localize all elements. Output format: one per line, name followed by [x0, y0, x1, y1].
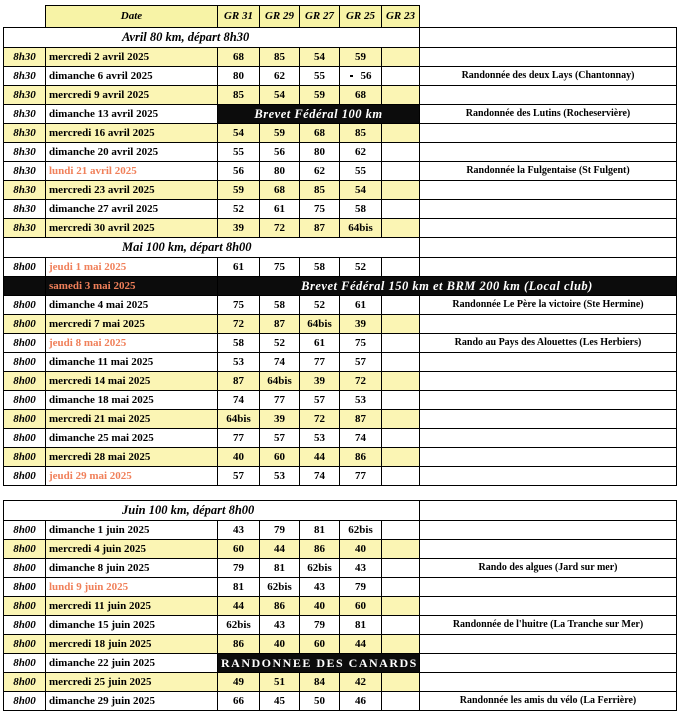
ride-date: lundi 21 avril 2025 — [46, 162, 218, 181]
gr-route-number: 62bis — [300, 559, 340, 578]
ride-note — [420, 353, 677, 372]
departure-time: 8h00 — [4, 692, 46, 711]
ride-note — [420, 48, 677, 67]
event-banner: RANDONNEE DES CANARDS — [218, 654, 420, 673]
ride-note — [420, 258, 677, 277]
gr-route-number: 44 — [340, 635, 382, 654]
gr-route-number: 77 — [260, 391, 300, 410]
ride-note — [420, 124, 677, 143]
ride-note — [420, 635, 677, 654]
gr-route-number: 42 — [340, 673, 382, 692]
ride-date: dimanche 4 mai 2025 — [46, 296, 218, 315]
month-header-row — [4, 501, 677, 521]
gr-23-cell — [382, 67, 420, 86]
ride-date: jeudi 29 mai 2025 — [46, 467, 218, 486]
gr-route-number: 79 — [300, 616, 340, 635]
gr-route-number: 77 — [300, 353, 340, 372]
schedule-row — [4, 67, 677, 86]
gr-route-number: 40 — [340, 540, 382, 559]
gr-23-cell — [382, 448, 420, 467]
gr-route-number: 43 — [340, 559, 382, 578]
schedule-row — [4, 467, 677, 486]
ride-date: dimanche 15 juin 2025 — [46, 616, 218, 635]
gr-23-cell — [382, 429, 420, 448]
ride-note: Randonnée les amis du vélo (La Ferrière) — [420, 692, 677, 711]
event-banner: Brevet Fédéral 100 km — [218, 105, 420, 124]
header-note-blank — [420, 6, 677, 28]
gr-route-number: 85 — [260, 48, 300, 67]
ride-date: jeudi 8 mai 2025 — [46, 334, 218, 353]
gr-route-number: 60 — [300, 635, 340, 654]
gr-route-number: 66 — [218, 692, 260, 711]
ride-note — [420, 181, 677, 200]
gr-route-number: 61 — [300, 334, 340, 353]
schedule-row — [4, 540, 677, 559]
gr-route-number: 72 — [300, 410, 340, 429]
gr-route-number: 39 — [340, 315, 382, 334]
gr-route-number: 56 — [260, 143, 300, 162]
departure-time: 8h00 — [4, 372, 46, 391]
gr-route-number: 72 — [340, 372, 382, 391]
gr-route-number: 74 — [300, 467, 340, 486]
ride-note — [420, 540, 677, 559]
event-banner: Brevet Fédéral 150 km et BRM 200 km (Local club) — [218, 277, 677, 296]
gr-23-cell — [382, 578, 420, 597]
gr-23-cell — [382, 162, 420, 181]
gr-route-number: 54 — [340, 181, 382, 200]
gr-route-number: 62 — [300, 162, 340, 181]
month-header-row — [4, 238, 677, 258]
ride-date: mercredi 9 avril 2025 — [46, 86, 218, 105]
gr-route-number: 50 — [300, 692, 340, 711]
gr-route-number: 58 — [260, 296, 300, 315]
ride-date: mercredi 14 mai 2025 — [46, 372, 218, 391]
gr-route-number: 80 — [260, 162, 300, 181]
ride-date: dimanche 18 mai 2025 — [46, 391, 218, 410]
gr-value: 56 — [360, 70, 372, 82]
gr-route-number: 39 — [260, 410, 300, 429]
schedule-row — [4, 277, 677, 296]
schedule-row — [4, 410, 677, 429]
gr-route-number: 81 — [300, 521, 340, 540]
gr-route-number: 87 — [260, 315, 300, 334]
gr-route-number: 52 — [340, 258, 382, 277]
gr-route-number: 58 — [300, 258, 340, 277]
gr-route-number: 85 — [218, 86, 260, 105]
schedule-row — [4, 692, 677, 711]
ride-note — [420, 673, 677, 692]
gr-route-number: 53 — [260, 467, 300, 486]
schedule-row — [4, 258, 677, 277]
gr-route-number: 55 — [218, 143, 260, 162]
departure-time: 8h00 — [4, 540, 46, 559]
departure-time: 8h30 — [4, 124, 46, 143]
gr-23-cell — [382, 200, 420, 219]
ride-note — [420, 219, 677, 238]
ride-note — [420, 410, 677, 429]
gr-route-number: 54 — [300, 48, 340, 67]
gr-route-number: 80 — [300, 143, 340, 162]
gr-23-cell — [382, 334, 420, 353]
gr-route-number — [340, 67, 382, 86]
gr-route-number: 87 — [300, 219, 340, 238]
gr-route-number: 44 — [300, 448, 340, 467]
departure-time: 8h30 — [4, 181, 46, 200]
gr-route-number: 77 — [340, 467, 382, 486]
departure-time: 8h30 — [4, 162, 46, 181]
gr-route-number: 39 — [300, 372, 340, 391]
gr-route-number: 43 — [218, 521, 260, 540]
ride-note: Randonnée des deux Lays (Chantonnay) — [420, 67, 677, 86]
gr-route-number: 44 — [218, 597, 260, 616]
departure-time: 8h00 — [4, 448, 46, 467]
header-blank — [4, 6, 46, 28]
schedule-row — [4, 315, 677, 334]
gr-23-cell — [382, 559, 420, 578]
schedule-row — [4, 296, 677, 315]
departure-time: 8h00 — [4, 315, 46, 334]
ride-note — [420, 391, 677, 410]
departure-time: 8h00 — [4, 353, 46, 372]
header-gr: GR 25 — [340, 6, 382, 28]
gr-23-cell — [382, 635, 420, 654]
header-gr: GR 27 — [300, 6, 340, 28]
gr-23-cell — [382, 219, 420, 238]
ride-note — [420, 597, 677, 616]
schedule-row — [4, 578, 677, 597]
ride-date: dimanche 20 avril 2025 — [46, 143, 218, 162]
ride-date: dimanche 22 juin 2025 — [46, 654, 218, 673]
ride-date: dimanche 8 juin 2025 — [46, 559, 218, 578]
gr-route-number: 61 — [260, 200, 300, 219]
gr-route-number: 79 — [218, 559, 260, 578]
gr-route-number: 53 — [300, 429, 340, 448]
gr-route-number: 68 — [340, 86, 382, 105]
gr-route-number: 58 — [218, 334, 260, 353]
gr-route-number: 64bis — [340, 219, 382, 238]
schedule-row — [4, 372, 677, 391]
ride-date: mercredi 28 mai 2025 — [46, 448, 218, 467]
gr-23-cell — [382, 391, 420, 410]
dot-mark — [350, 75, 353, 77]
ride-note — [420, 143, 677, 162]
month-note-blank — [420, 28, 677, 48]
gr-route-number: 53 — [340, 391, 382, 410]
gr-route-number: 85 — [300, 181, 340, 200]
departure-time: 8h00 — [4, 467, 46, 486]
departure-time: 8h00 — [4, 654, 46, 673]
gr-route-number: 62bis — [260, 578, 300, 597]
departure-time: 8h00 — [4, 391, 46, 410]
schedule-row — [4, 181, 677, 200]
ride-note — [420, 578, 677, 597]
schedule-row — [4, 391, 677, 410]
departure-time: 8h30 — [4, 86, 46, 105]
gr-23-cell — [382, 616, 420, 635]
gr-23-cell — [382, 258, 420, 277]
schedule-row — [4, 200, 677, 219]
month-note-blank — [420, 238, 677, 258]
ride-note: Rando des algues (Jard sur mer) — [420, 559, 677, 578]
ride-date: dimanche 13 avril 2025 — [46, 105, 218, 124]
gr-route-number: 72 — [218, 315, 260, 334]
gr-23-cell — [382, 86, 420, 105]
gr-route-number: 57 — [218, 467, 260, 486]
ride-note — [420, 521, 677, 540]
gr-route-number: 86 — [340, 448, 382, 467]
ride-date: mercredi 2 avril 2025 — [46, 48, 218, 67]
schedule-row — [4, 162, 677, 181]
gr-route-number: 75 — [218, 296, 260, 315]
gr-23-cell — [382, 315, 420, 334]
schedule-row — [4, 654, 677, 673]
ride-date: mercredi 30 avril 2025 — [46, 219, 218, 238]
gr-route-number: 59 — [218, 181, 260, 200]
gr-23-cell — [382, 410, 420, 429]
ride-date: mercredi 4 juin 2025 — [46, 540, 218, 559]
month-title: Juin 100 km, départ 8h00 — [4, 501, 420, 521]
gr-route-number: 68 — [260, 181, 300, 200]
schedule-row — [4, 559, 677, 578]
gr-route-number: 52 — [218, 200, 260, 219]
gr-route-number: 87 — [340, 410, 382, 429]
gr-23-cell — [382, 48, 420, 67]
departure-time: 8h00 — [4, 296, 46, 315]
departure-time: 8h00 — [4, 559, 46, 578]
ride-note — [420, 467, 677, 486]
schedule-table — [3, 5, 677, 711]
gr-route-number: 51 — [260, 673, 300, 692]
ride-note — [420, 372, 677, 391]
gr-route-number: 72 — [260, 219, 300, 238]
gr-route-number: 58 — [340, 200, 382, 219]
month-note-blank — [420, 501, 677, 521]
gr-route-number: 61 — [340, 296, 382, 315]
gr-23-cell — [382, 181, 420, 200]
gr-route-number: 44 — [260, 540, 300, 559]
gr-23-cell — [382, 372, 420, 391]
gr-route-number: 57 — [340, 353, 382, 372]
gr-route-number: 61 — [218, 258, 260, 277]
ride-note: Rando au Pays des Alouettes (Les Herbiers) — [420, 334, 677, 353]
gr-route-number: 64bis — [300, 315, 340, 334]
gr-route-number: 40 — [260, 635, 300, 654]
gr-route-number: 80 — [218, 67, 260, 86]
departure-time: 8h00 — [4, 578, 46, 597]
gr-route-number: 64bis — [218, 410, 260, 429]
departure-time: 8h30 — [4, 143, 46, 162]
gr-route-number: 75 — [300, 200, 340, 219]
gr-route-number: 56 — [218, 162, 260, 181]
gr-route-number: 64bis — [260, 372, 300, 391]
gr-route-number: 54 — [260, 86, 300, 105]
header-row — [4, 6, 677, 28]
schedule-row — [4, 334, 677, 353]
schedule-row — [4, 86, 677, 105]
ride-note: Randonnée Le Père la victoire (Ste Hermine) — [420, 296, 677, 315]
ride-date: mercredi 18 juin 2025 — [46, 635, 218, 654]
ride-note — [420, 315, 677, 334]
header-gr: GR 31 — [218, 6, 260, 28]
ride-note — [420, 429, 677, 448]
gr-route-number: 79 — [340, 578, 382, 597]
gr-route-number: 75 — [340, 334, 382, 353]
gr-route-number: 46 — [340, 692, 382, 711]
departure-time: 8h30 — [4, 48, 46, 67]
gr-route-number: 86 — [260, 597, 300, 616]
month-header-row — [4, 28, 677, 48]
gr-route-number: 62bis — [218, 616, 260, 635]
ride-date: dimanche 11 mai 2025 — [46, 353, 218, 372]
ride-note — [420, 200, 677, 219]
departure-time: 8h30 — [4, 219, 46, 238]
gr-route-number: 40 — [300, 597, 340, 616]
gr-route-number: 84 — [300, 673, 340, 692]
gr-route-number: 86 — [218, 635, 260, 654]
gr-route-number: 74 — [340, 429, 382, 448]
gr-route-number: 59 — [260, 124, 300, 143]
gr-route-number: 81 — [340, 616, 382, 635]
gr-route-number: 49 — [218, 673, 260, 692]
ride-date: dimanche 29 juin 2025 — [46, 692, 218, 711]
ride-date: mercredi 25 juin 2025 — [46, 673, 218, 692]
schedule-row — [4, 521, 677, 540]
gr-route-number: 53 — [218, 353, 260, 372]
gr-route-number: 52 — [260, 334, 300, 353]
ride-date: mercredi 16 avril 2025 — [46, 124, 218, 143]
ride-date: samedi 3 mai 2025 — [46, 277, 218, 296]
ride-date: dimanche 6 avril 2025 — [46, 67, 218, 86]
gr-route-number: 59 — [340, 48, 382, 67]
ride-note: Randonnée des Lutins (Rocheservière) — [420, 105, 677, 124]
gr-route-number: 79 — [260, 521, 300, 540]
gr-route-number: 85 — [340, 124, 382, 143]
ride-note — [420, 448, 677, 467]
ride-date: dimanche 1 juin 2025 — [46, 521, 218, 540]
schedule-row — [4, 448, 677, 467]
spacer-cell — [4, 486, 677, 501]
ride-note: Randonnée la Fulgentaise (St Fulgent) — [420, 162, 677, 181]
gr-route-number: 86 — [300, 540, 340, 559]
gr-route-number: 77 — [218, 429, 260, 448]
ride-date: mercredi 23 avril 2025 — [46, 181, 218, 200]
schedule-row — [4, 219, 677, 238]
gr-23-cell — [382, 540, 420, 559]
gr-route-number: 40 — [218, 448, 260, 467]
gr-route-number: 62 — [260, 67, 300, 86]
gr-route-number: 43 — [260, 616, 300, 635]
gr-route-number: 55 — [300, 67, 340, 86]
departure-time: 8h00 — [4, 334, 46, 353]
schedule-row — [4, 597, 677, 616]
schedule-row — [4, 429, 677, 448]
schedule-row — [4, 105, 677, 124]
gr-route-number: 62bis — [340, 521, 382, 540]
gr-23-cell — [382, 673, 420, 692]
departure-time: 8h00 — [4, 410, 46, 429]
departure-time: 8h30 — [4, 200, 46, 219]
departure-time: 8h00 — [4, 521, 46, 540]
month-title: Avril 80 km, départ 8h30 — [4, 28, 420, 48]
departure-time: 8h30 — [4, 67, 46, 86]
ride-date: jeudi 1 mai 2025 — [46, 258, 218, 277]
departure-time: 8h00 — [4, 258, 46, 277]
gr-23-cell — [382, 353, 420, 372]
gr-route-number: 52 — [300, 296, 340, 315]
gr-route-number: 57 — [260, 429, 300, 448]
gr-route-number: 45 — [260, 692, 300, 711]
gr-route-number: 68 — [300, 124, 340, 143]
ride-date: mercredi 21 mai 2025 — [46, 410, 218, 429]
ride-date: dimanche 25 mai 2025 — [46, 429, 218, 448]
departure-time: 8h30 — [4, 105, 46, 124]
gr-23-cell — [382, 521, 420, 540]
schedule-row — [4, 124, 677, 143]
ride-note — [420, 86, 677, 105]
gr-23-cell — [382, 143, 420, 162]
header-gr: GR 23 — [382, 6, 420, 28]
departure-time: 8h00 — [4, 597, 46, 616]
gr-route-number: 62 — [340, 143, 382, 162]
schedule-row — [4, 635, 677, 654]
schedule-row — [4, 616, 677, 635]
gr-23-cell — [382, 467, 420, 486]
schedule-row — [4, 143, 677, 162]
departure-time — [4, 277, 46, 296]
gr-route-number: 74 — [260, 353, 300, 372]
gr-route-number: 43 — [300, 578, 340, 597]
gr-route-number: 87 — [218, 372, 260, 391]
gr-23-cell — [382, 124, 420, 143]
schedule-row — [4, 353, 677, 372]
month-title: Mai 100 km, départ 8h00 — [4, 238, 420, 258]
departure-time: 8h00 — [4, 429, 46, 448]
ride-note: Randonnée de l'huitre (La Tranche sur Mer) — [420, 616, 677, 635]
gr-route-number: 60 — [340, 597, 382, 616]
gr-route-number: 54 — [218, 124, 260, 143]
gr-route-number: 81 — [260, 559, 300, 578]
ride-date: mercredi 11 juin 2025 — [46, 597, 218, 616]
ride-date: mercredi 7 mai 2025 — [46, 315, 218, 334]
schedule-row — [4, 48, 677, 67]
departure-time: 8h00 — [4, 673, 46, 692]
gr-route-number: 60 — [260, 448, 300, 467]
departure-time: 8h00 — [4, 616, 46, 635]
gr-23-cell — [382, 597, 420, 616]
ride-note — [420, 654, 677, 673]
header-gr: GR 29 — [260, 6, 300, 28]
gr-route-number: 59 — [300, 86, 340, 105]
schedule-sheet — [3, 5, 676, 711]
gr-route-number: 57 — [300, 391, 340, 410]
header-date: Date — [46, 6, 218, 28]
departure-time: 8h00 — [4, 635, 46, 654]
gr-route-number: 75 — [260, 258, 300, 277]
gr-route-number: 68 — [218, 48, 260, 67]
schedule-row — [4, 673, 677, 692]
gr-route-number: 39 — [218, 219, 260, 238]
gr-23-cell — [382, 296, 420, 315]
ride-date: dimanche 27 avril 2025 — [46, 200, 218, 219]
ride-date: lundi 9 juin 2025 — [46, 578, 218, 597]
gr-23-cell — [382, 692, 420, 711]
gr-route-number: 55 — [340, 162, 382, 181]
section-spacer — [4, 486, 677, 501]
gr-route-number: 60 — [218, 540, 260, 559]
gr-route-number: 81 — [218, 578, 260, 597]
gr-route-number: 74 — [218, 391, 260, 410]
